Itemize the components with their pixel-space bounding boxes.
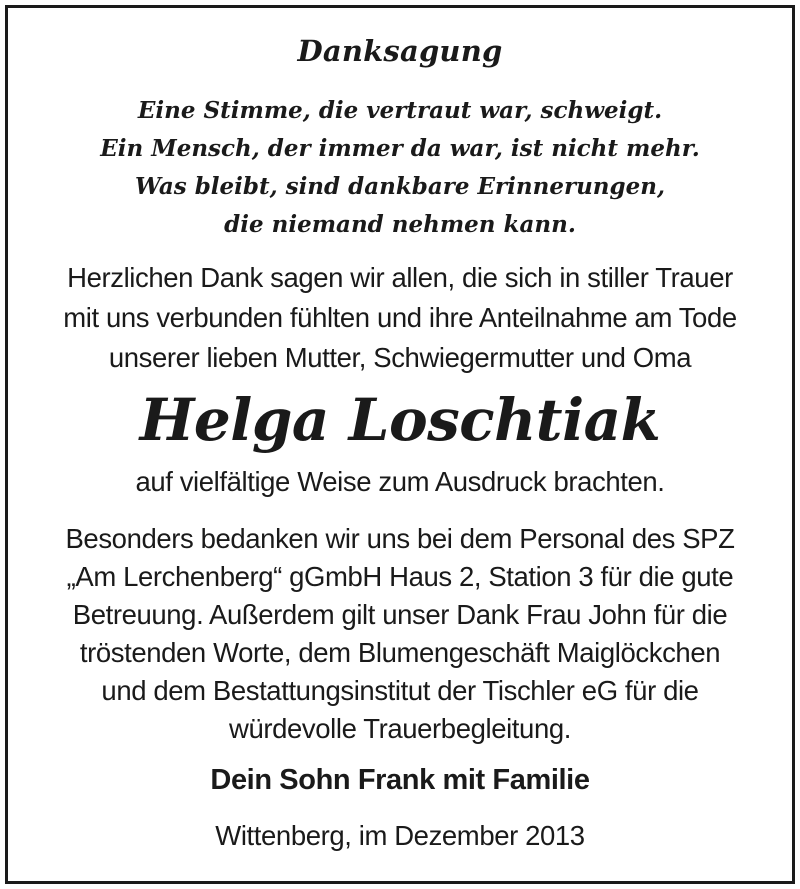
poem <box>0 92 800 244</box>
special-thanks-line: tröstenden Worte, dem Blumengeschäft Maiglöckchen <box>79 637 721 668</box>
special-thanks-line: Besonders bedanken wir uns bei dem Personal des SPZ <box>65 523 735 554</box>
place-date: Wittenberg, im Dezember 2013 <box>215 820 585 851</box>
deceased-name: Helga Loschtiak <box>139 386 661 454</box>
special-thanks-line: „Am Lerchenberg“ gGmbH Haus 2, Station 3 für die gute <box>66 561 734 592</box>
thanks-line: mit uns verbunden fühlten und ihre Anteilnahme am Tode <box>63 302 737 333</box>
notice-heading: Danksagung <box>297 34 503 68</box>
poem-line: die niemand nehmen kann. <box>224 211 576 238</box>
thanks-line: Herzlichen Dank sagen wir allen, die sich in stiller Trauer <box>67 262 733 293</box>
expression-line: auf vielfältige Weise zum Ausdruck brachten. <box>135 466 665 497</box>
special-thanks-line: Betreuung. Außerdem gilt unser Dank Frau John für die <box>72 599 728 630</box>
special-thanks-line: und dem Bestattungsinstitut der Tischler eG für die <box>101 675 699 706</box>
signature: Dein Sohn Frank mit Familie <box>210 764 590 796</box>
thanks-paragraph <box>0 258 800 378</box>
special-thanks-paragraph <box>0 520 800 748</box>
poem-line: Eine Stimme, die vertraut war, schweigt. <box>137 97 663 124</box>
special-thanks-line: würdevolle Trauerbegleitung. <box>229 713 571 744</box>
poem-line: Was bleibt, sind dankbare Erinnerungen, <box>135 173 665 200</box>
poem-line: Ein Mensch, der immer da war, ist nicht mehr. <box>100 135 700 162</box>
thanks-line: unserer lieben Mutter, Schwiegermutter und Oma <box>108 342 692 373</box>
